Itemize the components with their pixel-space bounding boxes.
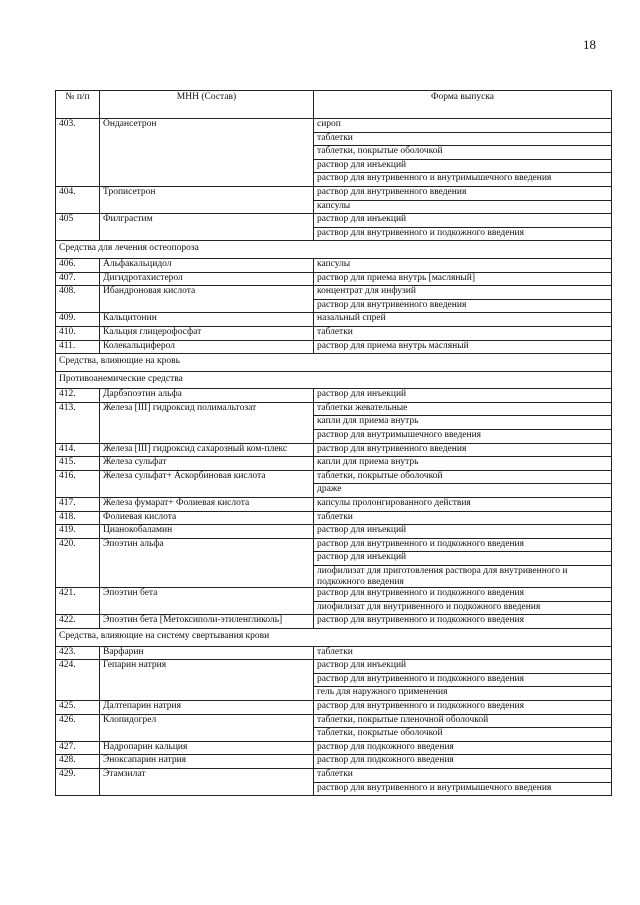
table-row bbox=[56, 340, 612, 354]
header-form: Форма выпуска bbox=[314, 91, 612, 119]
row-number: 417. bbox=[56, 498, 100, 512]
table-row bbox=[56, 646, 612, 660]
table-row bbox=[56, 402, 612, 416]
release-form: раствор для внутривенного и подкожного введения bbox=[314, 538, 612, 552]
release-form: раствор для внутривенного и внутримышечного введения bbox=[314, 782, 612, 796]
drug-name: Ибандроновая кислота bbox=[100, 286, 314, 313]
drug-name: Гепарин натрия bbox=[100, 660, 314, 701]
section-title: Средства, влияющие на систему свертывания крови bbox=[56, 629, 612, 647]
release-form: раствор для подкожного введения bbox=[314, 755, 612, 769]
drug-name: Колекальциферол bbox=[100, 340, 314, 354]
drug-name: Альфакальцидол bbox=[100, 258, 314, 272]
release-form: раствор для инъекций bbox=[314, 525, 612, 539]
release-form: таблетки bbox=[314, 511, 612, 525]
release-form: раствор для внутривенного введения bbox=[314, 443, 612, 457]
table-row bbox=[56, 615, 612, 629]
table-row bbox=[56, 214, 612, 228]
table-row bbox=[56, 660, 612, 674]
section-row bbox=[56, 354, 612, 372]
drug-name: Дигидротахистерол bbox=[100, 272, 314, 286]
release-form: раствор для инъекций bbox=[314, 159, 612, 173]
release-form: капсулы bbox=[314, 258, 612, 272]
release-form: таблетки bbox=[314, 768, 612, 782]
section-title: Средства для лечения остеопороза bbox=[56, 241, 612, 259]
drug-name: Кальция глицерофосфат bbox=[100, 326, 314, 340]
row-number: 416. bbox=[56, 470, 100, 497]
table-row bbox=[56, 470, 612, 484]
row-number: 419. bbox=[56, 525, 100, 539]
header-number: № п/п bbox=[56, 91, 100, 119]
row-number: 428. bbox=[56, 755, 100, 769]
medication-table bbox=[55, 90, 612, 796]
table-row bbox=[56, 119, 612, 133]
row-number: 422. bbox=[56, 615, 100, 629]
release-form: концентрат для инфузий bbox=[314, 286, 612, 300]
section-row bbox=[56, 371, 612, 389]
release-form: раствор для приема внутрь [масляный] bbox=[314, 272, 612, 286]
drug-name: Железа фумарат+ Фолиевая кислота bbox=[100, 498, 314, 512]
drug-name: Железа сульфат+ Аскорбиновая кислота bbox=[100, 470, 314, 497]
row-number: 412. bbox=[56, 389, 100, 403]
drug-name: Этамзилат bbox=[100, 768, 314, 795]
row-number: 421. bbox=[56, 588, 100, 615]
drug-name: Цианокобаламин bbox=[100, 525, 314, 539]
header-name: МНН (Состав) bbox=[100, 91, 314, 119]
drug-name: Железа сульфат bbox=[100, 457, 314, 471]
section-row bbox=[56, 241, 612, 259]
release-form: таблетки bbox=[314, 646, 612, 660]
drug-name: Эпоэтин альфа bbox=[100, 538, 314, 587]
row-number: 406. bbox=[56, 258, 100, 272]
row-number: 410. bbox=[56, 326, 100, 340]
drug-name: Железа [III] гидроксид полимальтозат bbox=[100, 402, 314, 443]
table-header-row bbox=[56, 91, 612, 119]
row-number: 408. bbox=[56, 286, 100, 313]
table-row bbox=[56, 258, 612, 272]
drug-name: Кальцитонин bbox=[100, 313, 314, 327]
release-form: лиофилизат для приготовления раствора для внутривенного и подкожного введения bbox=[314, 566, 612, 588]
drug-name: Фолиевая кислота bbox=[100, 511, 314, 525]
release-form: капсулы пролонгированного действия bbox=[314, 498, 612, 512]
release-form: таблетки, покрытые оболочкой bbox=[314, 728, 612, 742]
table-row bbox=[56, 286, 612, 300]
row-number: 404. bbox=[56, 186, 100, 213]
row-number: 423. bbox=[56, 646, 100, 660]
release-form: раствор для инъекций bbox=[314, 389, 612, 403]
row-number: 409. bbox=[56, 313, 100, 327]
release-form: назальный спрей bbox=[314, 313, 612, 327]
drug-name: Варфарин bbox=[100, 646, 314, 660]
drug-name: Железа [III] гидроксид сахарозный ком-плекс bbox=[100, 443, 314, 457]
drug-name: Надропарин кальция bbox=[100, 741, 314, 755]
release-form: раствор для внутривенного введения bbox=[314, 299, 612, 313]
table-row bbox=[56, 457, 612, 471]
release-form: раствор для внутривенного введения bbox=[314, 186, 612, 200]
release-form: раствор для внутривенного и подкожного введения bbox=[314, 701, 612, 715]
drug-name: Эпоэтин бета bbox=[100, 588, 314, 615]
release-form: таблетки, покрытые пленочной оболочкой bbox=[314, 714, 612, 728]
drug-name: Филграстим bbox=[100, 214, 314, 241]
release-form: раствор для внутривенного и подкожного введения bbox=[314, 615, 612, 629]
table-row bbox=[56, 538, 612, 552]
release-form: раствор для приема внутрь масляный bbox=[314, 340, 612, 354]
table-row bbox=[56, 272, 612, 286]
release-form: капсулы bbox=[314, 200, 612, 214]
drug-name: Эноксапарин натрия bbox=[100, 755, 314, 769]
row-number: 426. bbox=[56, 714, 100, 741]
table-row bbox=[56, 186, 612, 200]
row-number: 420. bbox=[56, 538, 100, 587]
row-number: 405 bbox=[56, 214, 100, 241]
release-form: таблетки, покрытые оболочкой bbox=[314, 146, 612, 160]
release-form: капли для приема внутрь bbox=[314, 416, 612, 430]
release-form: раствор для внутривенного и подкожного введения bbox=[314, 227, 612, 241]
table-row bbox=[56, 326, 612, 340]
release-form: сироп bbox=[314, 119, 612, 133]
drug-name: Эпоэтин бета [Метоксиполи-этиленгликоль] bbox=[100, 615, 314, 629]
drug-name: Дарбэпоэтин альфа bbox=[100, 389, 314, 403]
table-row bbox=[56, 755, 612, 769]
row-number: 414. bbox=[56, 443, 100, 457]
release-form: таблетки bbox=[314, 132, 612, 146]
release-form: таблетки жевательные bbox=[314, 402, 612, 416]
table-row bbox=[56, 525, 612, 539]
release-form: раствор для инъекций bbox=[314, 214, 612, 228]
row-number: 418. bbox=[56, 511, 100, 525]
table-row bbox=[56, 313, 612, 327]
drug-name: Трописетрон bbox=[100, 186, 314, 213]
row-number: 413. bbox=[56, 402, 100, 443]
table-row bbox=[56, 741, 612, 755]
release-form: раствор для инъекций bbox=[314, 660, 612, 674]
table-row bbox=[56, 389, 612, 403]
row-number: 415. bbox=[56, 457, 100, 471]
drug-name: Далтепарин натрия bbox=[100, 701, 314, 715]
release-form: раствор для внутривенного и внутримышечного введения bbox=[314, 173, 612, 187]
table-row bbox=[56, 511, 612, 525]
table-row bbox=[56, 714, 612, 728]
table-row bbox=[56, 443, 612, 457]
page-number: 18 bbox=[583, 37, 596, 52]
section-title: Средства, влияющие на кровь bbox=[56, 354, 612, 372]
row-number: 427. bbox=[56, 741, 100, 755]
table-row bbox=[56, 768, 612, 782]
release-form: драже bbox=[314, 484, 612, 498]
row-number: 424. bbox=[56, 660, 100, 701]
row-number: 429. bbox=[56, 768, 100, 795]
table-row bbox=[56, 588, 612, 602]
table-body bbox=[56, 119, 612, 796]
release-form: капли для приема внутрь bbox=[314, 457, 612, 471]
row-number: 411. bbox=[56, 340, 100, 354]
table-row bbox=[56, 498, 612, 512]
release-form: гель для наружного применения bbox=[314, 687, 612, 701]
release-form: раствор для инъекций bbox=[314, 552, 612, 566]
release-form: раствор для внутривенного и подкожного введения bbox=[314, 588, 612, 602]
row-number: 403. bbox=[56, 119, 100, 187]
row-number: 407. bbox=[56, 272, 100, 286]
release-form: раствор для подкожного введения bbox=[314, 741, 612, 755]
drug-name: Ондансетрон bbox=[100, 119, 314, 187]
release-form: таблетки, покрытые оболочкой bbox=[314, 470, 612, 484]
section-row bbox=[56, 629, 612, 647]
row-number: 425. bbox=[56, 701, 100, 715]
release-form: раствор для внутривенного и подкожного введения bbox=[314, 673, 612, 687]
section-title: Противоанемические средства bbox=[56, 371, 612, 389]
drug-name: Клопидогрел bbox=[100, 714, 314, 741]
release-form: раствор для внутримышечного введения bbox=[314, 430, 612, 444]
release-form: лиофилизат для внутривенного и подкожного введения bbox=[314, 601, 612, 615]
release-form: таблетки bbox=[314, 326, 612, 340]
table-row bbox=[56, 701, 612, 715]
